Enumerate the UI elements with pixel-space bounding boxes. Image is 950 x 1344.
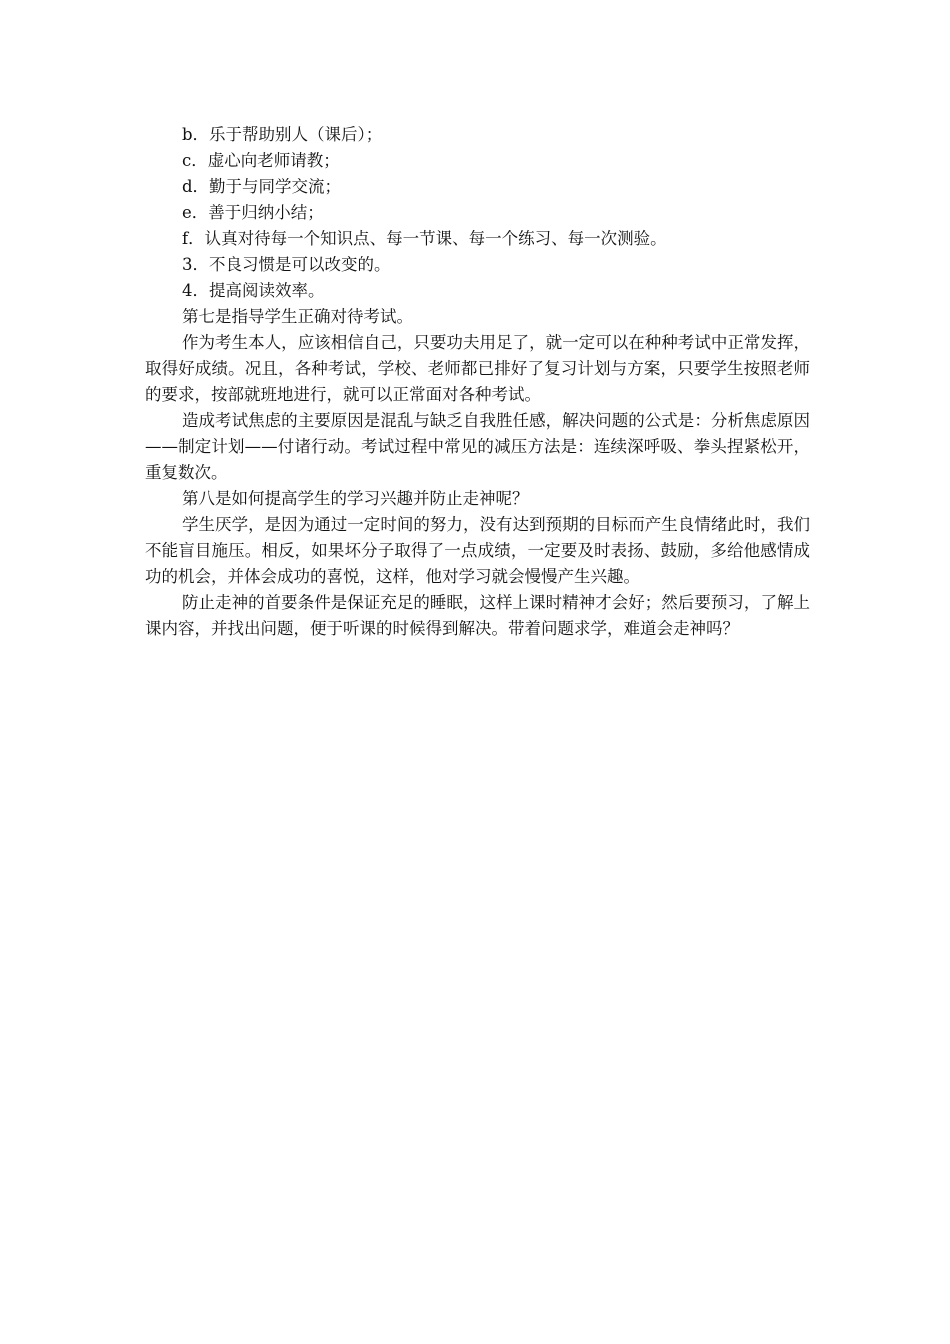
list-item: e．善于归纳小结； — [182, 203, 324, 222]
body-paragraph: 造成考试焦虑的主要原因是混乱与缺乏自我胜任感，解决问题的公式是：分析焦虑原因——制定计划——付诸行动。考试过程中常见的减压方法是：连续深呼吸、拳头捏紧松开，重复数次。 — [145, 411, 810, 482]
body-paragraph: 作为考生本人，应该相信自己，只要功夫用足了，就一定可以在种种考试中正常发挥，取得好成绩。况且，各种考试，学校、老师都已排好了复习计划与方案，只要学生按照老师的要求，按部就班地进行，就可以正常面对各种考试。 — [145, 333, 810, 404]
section-heading: 第八是如何提高学生的学习兴趣并防止走神呢？ — [182, 489, 529, 508]
section-heading: 第七是指导学生正确对待考试。 — [182, 307, 413, 326]
list-item: b．乐于帮助别人（课后）； — [182, 125, 383, 144]
list-item: c．虚心向老师请教； — [182, 151, 340, 170]
list-item: d．勤于与同学交流； — [182, 177, 342, 196]
list-item: 3．不良习惯是可以改变的。 — [182, 255, 391, 274]
list-item: 4．提高阅读效率。 — [182, 281, 325, 300]
body-paragraph: 防止走神的首要条件是保证充足的睡眠，这样上课时精神才会好；然后要预习，了解上课内容，并找出问题，便于听课的时候得到解决。带着问题求学，难道会走神吗？ — [145, 593, 810, 638]
body-paragraph: 学生厌学，是因为通过一定时间的努力，没有达到预期的目标而产生良情绪此时，我们不能盲目施压。相反，如果坏分子取得了一点成绩，一定要及时表扬、鼓励，多给他感情成功的机会，并体会成功的喜悦，这样，他对学习就会慢慢产生兴趣。 — [145, 515, 810, 586]
list-item: f．认真对待每一个知识点、每一节课、每一个练习、每一次测验。 — [182, 229, 667, 248]
document-page — [145, 122, 810, 642]
